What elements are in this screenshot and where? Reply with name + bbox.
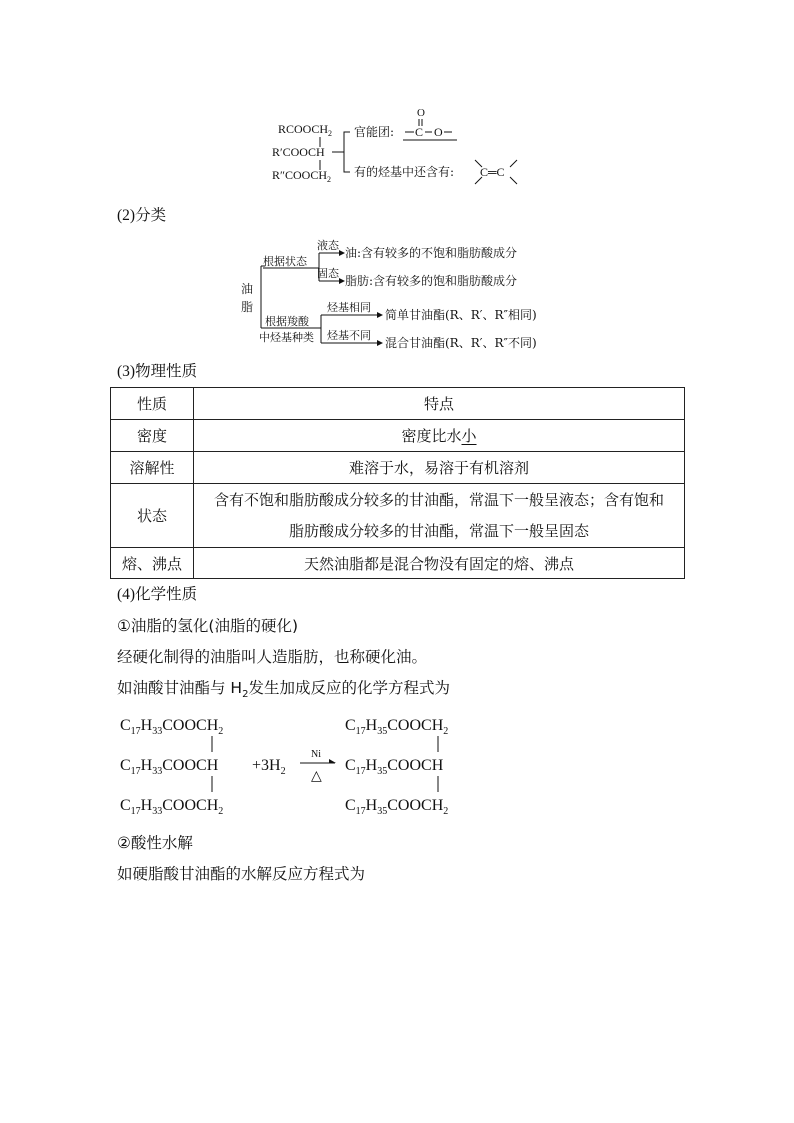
functional-group-label: 官能团: <box>354 125 395 139</box>
row-property: 状态 <box>111 484 194 548</box>
fg-o-top: O <box>417 107 425 119</box>
by-acid-label-line2: 中烃基种类 <box>259 331 314 344</box>
arrow-head <box>377 340 383 346</box>
table-row <box>111 420 685 452</box>
classification-tree <box>235 235 560 360</box>
fg-o: O <box>434 125 443 139</box>
header-property: 性质 <box>111 388 194 420</box>
by-state-label: 根据状态 <box>263 255 307 268</box>
row-value <box>194 420 685 452</box>
table-row <box>111 548 685 579</box>
hydrolysis-title: ②酸性水解 <box>117 834 193 852</box>
structure-line2: R′COOCH <box>272 145 325 159</box>
solid-result: 脂肪:含有较多的饱和脂肪酸成分 <box>345 274 518 288</box>
row-property: 熔、沸点 <box>111 548 194 579</box>
fg-c: C <box>415 125 424 139</box>
table-row <box>111 452 685 484</box>
bond-line <box>510 160 517 167</box>
physical-properties-table <box>110 387 685 579</box>
structure-line3: $R''COOCH_2$ <box>272 168 332 184</box>
state-line1: 含有不饱和脂肪酸成分较多的甘油酯，常温下一般呈液态；含有饱和 <box>213 490 664 509</box>
double-bond-formula: C═C <box>480 165 505 179</box>
equation-intro: 如油酸甘油酯与 $H_2$发生加成反应的化学方程式为 <box>117 679 450 701</box>
bond-line <box>510 177 517 184</box>
row-value: 天然油脂都是混合物没有固定的熔、沸点 <box>194 548 685 579</box>
same-label: 烃基相同 <box>327 301 371 314</box>
row-property: 溶解性 <box>111 452 194 484</box>
table-row <box>111 484 685 548</box>
solid-label: 固态 <box>317 267 339 280</box>
physical-heading: (3)物理性质 <box>117 363 198 380</box>
hydrogenation-text: 经硬化制得的油脂叫人造脂肪，也称硬化油。 <box>117 648 428 666</box>
row-value: 难溶于水，易溶于有机溶剂 <box>194 452 685 484</box>
brace <box>344 132 350 172</box>
hydrolysis-text: 如硬脂酸甘油酯的水解反应方程式为 <box>117 865 366 883</box>
arrow-head <box>329 759 336 763</box>
table-header-row <box>111 388 685 420</box>
reactant-line3: $C_{17}H_{33}COOCH_2$ <box>120 797 224 817</box>
product-line1: $C_{17}H_{35}COOCH_2$ <box>345 717 449 737</box>
by-acid-label-line1: 根据羧酸 <box>265 315 309 328</box>
reagent-h2: $+3H_2$ <box>252 757 286 777</box>
product-line3: $C_{17}H_{35}COOCH_2$ <box>345 797 449 817</box>
density-answer: 小 <box>461 427 477 445</box>
liquid-label: 液态 <box>317 239 339 252</box>
row-property: 密度 <box>111 420 194 452</box>
tree-root-char1: 油 <box>241 282 254 296</box>
reactant-line2: $C_{17}H_{33}COOCH$ <box>120 757 219 777</box>
structure-line1: $RCOOCH_2$ <box>278 122 333 138</box>
hydrogenation-equation <box>115 708 475 820</box>
product-line2: $C_{17}H_{35}COOCH$ <box>345 757 444 777</box>
different-label: 烃基不同 <box>327 329 371 342</box>
reactant-line1: $C_{17}H_{33}COOCH_2$ <box>120 717 224 737</box>
condition-heat: △ <box>311 769 322 784</box>
different-result: 混合甘油酯(R、R′、R″不同) <box>385 336 537 350</box>
classification-heading: (2)分类 <box>117 207 167 224</box>
header-feature: 特点 <box>194 388 685 420</box>
chemical-heading: (4)化学性质 <box>117 586 198 603</box>
tree-root-char2: 脂 <box>241 300 254 314</box>
reactant-formula <box>120 717 223 817</box>
same-result: 简单甘油酯(R、R′、R″相同) <box>385 308 537 322</box>
density-prefix: 密度比水 <box>401 427 462 445</box>
arrow-head <box>377 312 383 318</box>
product-formula <box>345 717 448 817</box>
hydrocarbon-label: 有的烃基中还含有: <box>354 165 455 179</box>
glyceride-structure-diagram <box>270 100 530 190</box>
catalyst-label: Ni <box>311 749 321 760</box>
state-line2: 脂肪酸成分较多的甘油酯，常温下一般呈固态 <box>288 521 589 540</box>
liquid-result: 油:含有较多的不饱和脂肪酸成分 <box>345 246 518 260</box>
row-value <box>194 484 685 548</box>
hydrogenation-title: ①油脂的氢化(油脂的硬化) <box>117 617 298 635</box>
